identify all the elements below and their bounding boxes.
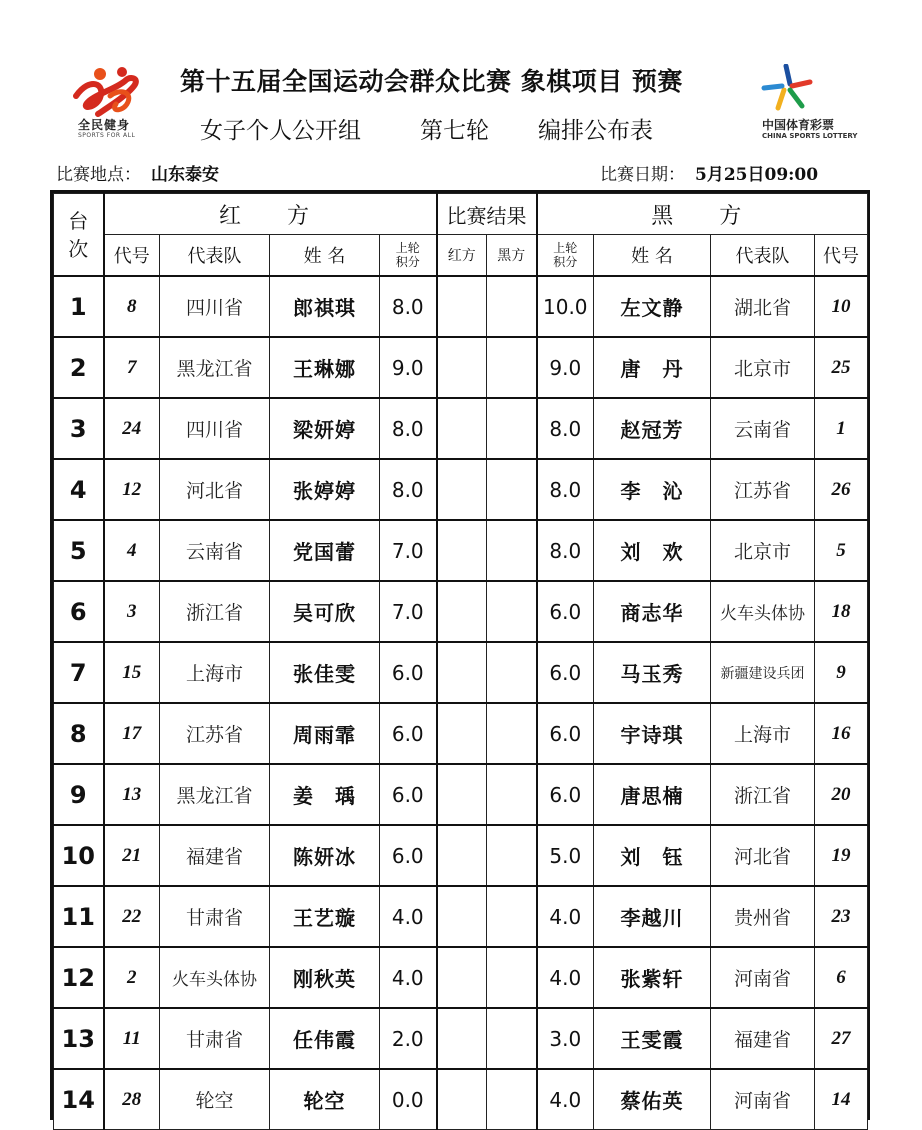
board-number: 8 — [54, 703, 104, 764]
date-label: 比赛日期： — [600, 165, 685, 185]
doc-type-title: 编排公布表 — [538, 118, 653, 144]
black-code: 23 — [815, 886, 868, 947]
red-result-cell[interactable] — [437, 825, 487, 886]
red-side-title: 红 方 — [104, 194, 437, 235]
black-prev-points: 4.0 — [537, 1069, 594, 1130]
china-sports-lottery-logo — [756, 64, 860, 144]
pairing-table — [53, 193, 868, 1130]
date-line — [600, 160, 818, 185]
red-code: 7 — [104, 337, 160, 398]
board-header — [54, 194, 104, 277]
red-name: 张婷婷 — [270, 459, 380, 520]
red-result-cell[interactable] — [437, 1008, 487, 1069]
red-prev-points-header — [380, 235, 437, 277]
black-code: 20 — [815, 764, 868, 825]
black-code: 16 — [815, 703, 868, 764]
board-number: 4 — [54, 459, 104, 520]
black-name: 刘 钰 — [594, 825, 711, 886]
black-name: 李越川 — [594, 886, 711, 947]
red-result-cell[interactable] — [437, 886, 487, 947]
black-name: 左文静 — [594, 276, 711, 337]
red-team-header: 代表队 — [160, 235, 270, 277]
red-team: 黑龙江省 — [160, 764, 270, 825]
black-result-cell[interactable] — [487, 947, 537, 1008]
pairing-sheet — [50, 190, 870, 1120]
page-title: 第十五届全国运动会群众比赛 象棋项目 预赛 — [180, 67, 683, 96]
black-result-cell[interactable] — [487, 581, 537, 642]
table-row — [54, 276, 868, 337]
red-prev-points: 4.0 — [380, 886, 437, 947]
prev-points-line1: 上轮 — [395, 241, 420, 255]
red-code-header: 代号 — [104, 235, 160, 277]
black-prev-points: 5.0 — [537, 825, 594, 886]
table-row — [54, 581, 868, 642]
black-team: 北京市 — [711, 520, 815, 581]
black-team: 贵州省 — [711, 886, 815, 947]
black-prev-points: 6.0 — [537, 703, 594, 764]
board-number: 11 — [54, 886, 104, 947]
table-row — [54, 337, 868, 398]
black-prev-points: 4.0 — [537, 947, 594, 1008]
red-team: 福建省 — [160, 825, 270, 886]
black-prev-points: 8.0 — [537, 520, 594, 581]
black-team: 火车头体协 — [711, 581, 815, 642]
black-prev-points: 6.0 — [537, 642, 594, 703]
result-title: 比赛结果 — [437, 194, 537, 235]
red-code: 17 — [104, 703, 160, 764]
board-number: 13 — [54, 1008, 104, 1069]
black-result-cell[interactable] — [487, 398, 537, 459]
board-number: 3 — [54, 398, 104, 459]
black-result-cell[interactable] — [487, 1008, 537, 1069]
black-team: 江苏省 — [711, 459, 815, 520]
red-name: 吴可欣 — [270, 581, 380, 642]
prev-points-line2: 积分 — [395, 255, 420, 269]
red-result-cell[interactable] — [437, 398, 487, 459]
sports-for-all-logo — [70, 66, 160, 138]
red-name: 任伟霞 — [270, 1008, 380, 1069]
red-name: 轮空 — [270, 1069, 380, 1130]
black-prev-points: 8.0 — [537, 459, 594, 520]
black-name: 唐思楠 — [594, 764, 711, 825]
red-team: 火车头体协 — [160, 947, 270, 1008]
red-code: 12 — [104, 459, 160, 520]
running-figures-icon — [70, 66, 150, 118]
board-number: 14 — [54, 1069, 104, 1130]
red-prev-points: 8.0 — [380, 398, 437, 459]
red-prev-points: 7.0 — [380, 520, 437, 581]
black-code: 19 — [815, 825, 868, 886]
red-code: 22 — [104, 886, 160, 947]
red-result-cell[interactable] — [437, 459, 487, 520]
prev-points-line1: 上轮 — [553, 241, 578, 255]
red-prev-points: 0.0 — [380, 1069, 437, 1130]
red-result-header: 红方 — [437, 235, 487, 277]
red-code: 11 — [104, 1008, 160, 1069]
board-number: 2 — [54, 337, 104, 398]
red-name: 姜 瑀 — [270, 764, 380, 825]
black-name: 赵冠芳 — [594, 398, 711, 459]
red-result-cell[interactable] — [437, 520, 487, 581]
black-code: 18 — [815, 581, 868, 642]
red-team: 上海市 — [160, 642, 270, 703]
black-code: 25 — [815, 337, 868, 398]
red-team: 甘肃省 — [160, 1008, 270, 1069]
red-prev-points: 6.0 — [380, 825, 437, 886]
red-prev-points: 7.0 — [380, 581, 437, 642]
board-number: 5 — [54, 520, 104, 581]
table-row — [54, 398, 868, 459]
red-name: 张佳雯 — [270, 642, 380, 703]
black-code: 1 — [815, 398, 868, 459]
black-team: 浙江省 — [711, 764, 815, 825]
logo-right-cn: 中国体育彩票 — [762, 118, 835, 132]
red-result-cell[interactable] — [437, 1069, 487, 1130]
black-team: 云南省 — [711, 398, 815, 459]
lottery-star-icon — [756, 64, 816, 112]
black-result-cell[interactable] — [487, 886, 537, 947]
black-prev-points: 4.0 — [537, 886, 594, 947]
red-name: 郎祺琪 — [270, 276, 380, 337]
red-team: 黑龙江省 — [160, 337, 270, 398]
red-team: 甘肃省 — [160, 886, 270, 947]
red-name: 周雨霏 — [270, 703, 380, 764]
table-row — [54, 764, 868, 825]
table-row — [54, 825, 868, 886]
venue-label: 比赛地点： — [56, 165, 141, 185]
red-team: 四川省 — [160, 276, 270, 337]
black-team: 福建省 — [711, 1008, 815, 1069]
logo-left-en: SPORTS FOR ALL — [78, 132, 136, 139]
table-row — [54, 520, 868, 581]
black-code: 10 — [815, 276, 868, 337]
red-code: 8 — [104, 276, 160, 337]
black-result-cell[interactable] — [487, 337, 537, 398]
red-result-cell[interactable] — [437, 581, 487, 642]
red-prev-points: 6.0 — [380, 703, 437, 764]
red-code: 28 — [104, 1069, 160, 1130]
black-side-title: 黑 方 — [537, 194, 868, 235]
red-result-cell[interactable] — [437, 764, 487, 825]
red-team: 四川省 — [160, 398, 270, 459]
red-team: 轮空 — [160, 1069, 270, 1130]
black-code: 27 — [815, 1008, 868, 1069]
black-prev-points: 8.0 — [537, 398, 594, 459]
board-number: 7 — [54, 642, 104, 703]
board-number: 1 — [54, 276, 104, 337]
red-code: 4 — [104, 520, 160, 581]
red-code: 3 — [104, 581, 160, 642]
red-prev-points: 8.0 — [380, 459, 437, 520]
black-name: 马玉秀 — [594, 642, 711, 703]
black-code: 9 — [815, 642, 868, 703]
table-row — [54, 947, 868, 1008]
black-team: 新疆建设兵团 — [711, 642, 815, 703]
red-name: 王琳娜 — [270, 337, 380, 398]
black-team: 河南省 — [711, 1069, 815, 1130]
black-name: 商志华 — [594, 581, 711, 642]
red-team: 江苏省 — [160, 703, 270, 764]
red-result-cell[interactable] — [437, 276, 487, 337]
table-row — [54, 1008, 868, 1069]
board-header-line1: 台 — [68, 208, 89, 233]
black-result-cell[interactable] — [487, 459, 537, 520]
black-result-cell[interactable] — [487, 276, 537, 337]
black-prev-points: 3.0 — [537, 1008, 594, 1069]
date-value: 5月25日09:00 — [695, 165, 819, 185]
black-code: 26 — [815, 459, 868, 520]
table-row — [54, 459, 868, 520]
red-prev-points: 6.0 — [380, 764, 437, 825]
black-name: 张紫轩 — [594, 947, 711, 1008]
black-result-cell[interactable] — [487, 1069, 537, 1130]
board-number: 10 — [54, 825, 104, 886]
red-code: 2 — [104, 947, 160, 1008]
table-row — [54, 886, 868, 947]
board-number: 6 — [54, 581, 104, 642]
red-prev-points: 8.0 — [380, 276, 437, 337]
black-team: 河南省 — [711, 947, 815, 1008]
red-code: 15 — [104, 642, 160, 703]
black-prev-points: 6.0 — [537, 581, 594, 642]
black-name-header: 姓 名 — [594, 235, 711, 277]
venue-value: 山东泰安 — [151, 165, 219, 185]
table-row — [54, 703, 868, 764]
black-prev-points: 9.0 — [537, 337, 594, 398]
red-name: 王艺璇 — [270, 886, 380, 947]
red-result-cell[interactable] — [437, 947, 487, 1008]
red-team: 云南省 — [160, 520, 270, 581]
logo-right-en: CHINA SPORTS LOTTERY — [762, 132, 858, 140]
red-prev-points: 6.0 — [380, 642, 437, 703]
logo-left-cn: 全民健身 — [78, 118, 131, 132]
red-result-cell[interactable] — [437, 642, 487, 703]
table-row — [54, 642, 868, 703]
red-team: 浙江省 — [160, 581, 270, 642]
red-prev-points: 4.0 — [380, 947, 437, 1008]
red-name: 党国蕾 — [270, 520, 380, 581]
black-code: 6 — [815, 947, 868, 1008]
red-result-cell[interactable] — [437, 703, 487, 764]
black-result-cell[interactable] — [487, 642, 537, 703]
black-prev-points-header — [537, 235, 594, 277]
black-name: 唐 丹 — [594, 337, 711, 398]
black-code: 5 — [815, 520, 868, 581]
red-team: 河北省 — [160, 459, 270, 520]
black-result-cell[interactable] — [487, 764, 537, 825]
black-team: 上海市 — [711, 703, 815, 764]
red-result-cell[interactable] — [437, 337, 487, 398]
red-name-header: 姓 名 — [270, 235, 380, 277]
venue-line — [56, 160, 219, 185]
black-prev-points: 10.0 — [537, 276, 594, 337]
board-header-line2: 次 — [68, 236, 89, 261]
black-name: 刘 欢 — [594, 520, 711, 581]
black-team: 河北省 — [711, 825, 815, 886]
red-name: 刚秋英 — [270, 947, 380, 1008]
black-result-header: 黑方 — [487, 235, 537, 277]
red-prev-points: 2.0 — [380, 1008, 437, 1069]
black-name: 王雯霞 — [594, 1008, 711, 1069]
red-name: 梁妍婷 — [270, 398, 380, 459]
table-row — [54, 1069, 868, 1130]
black-result-cell[interactable] — [487, 703, 537, 764]
red-code: 21 — [104, 825, 160, 886]
red-code: 13 — [104, 764, 160, 825]
group-title: 女子个人公开组 — [200, 118, 361, 144]
board-number: 9 — [54, 764, 104, 825]
black-prev-points: 6.0 — [537, 764, 594, 825]
black-name: 李 沁 — [594, 459, 711, 520]
round-title: 第七轮 — [420, 118, 489, 144]
black-code: 14 — [815, 1069, 868, 1130]
black-result-cell[interactable] — [487, 825, 537, 886]
black-name: 宇诗琪 — [594, 703, 711, 764]
black-team-header: 代表队 — [711, 235, 815, 277]
black-name: 蔡佑英 — [594, 1069, 711, 1130]
prev-points-line2: 积分 — [553, 255, 578, 269]
red-name: 陈妍冰 — [270, 825, 380, 886]
black-code-header: 代号 — [815, 235, 868, 277]
red-prev-points: 9.0 — [380, 337, 437, 398]
black-result-cell[interactable] — [487, 520, 537, 581]
black-team: 北京市 — [711, 337, 815, 398]
board-number: 12 — [54, 947, 104, 1008]
black-team: 湖北省 — [711, 276, 815, 337]
red-code: 24 — [104, 398, 160, 459]
